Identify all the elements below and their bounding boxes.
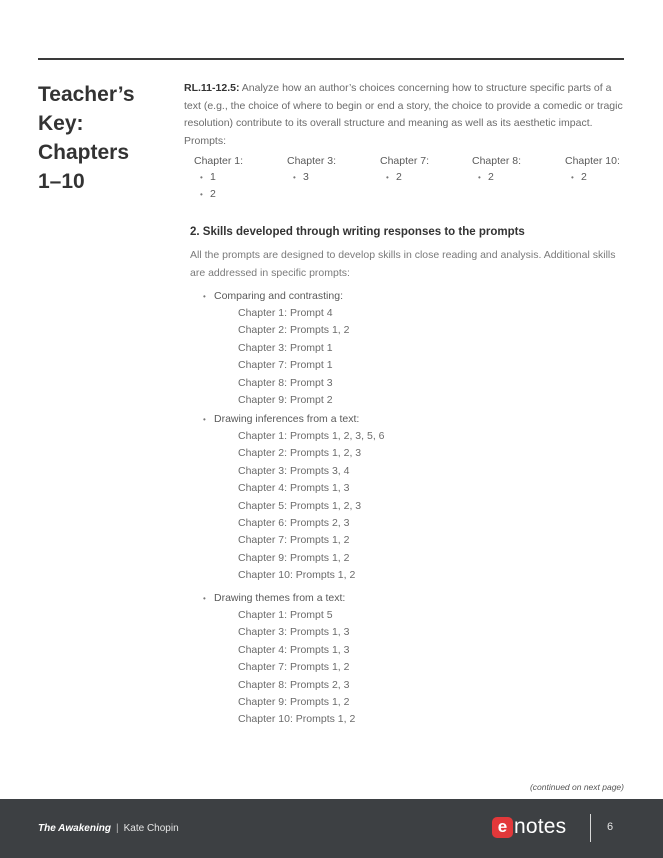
- chapter-column: [194, 153, 243, 203]
- skill-item: Chapter 6: Prompts 2, 3: [238, 517, 350, 530]
- skill-item: Chapter 8: Prompt 3: [238, 376, 333, 389]
- skill-item: Chapter 3: Prompts 1, 3: [238, 626, 350, 639]
- prompt-bullet: • 2: [194, 186, 243, 203]
- chapter-heading: Chapter 3:: [287, 155, 337, 167]
- chapter-column: [380, 153, 429, 186]
- continued-note: (continued on next page): [529, 782, 624, 792]
- skill-title: • Comparing and contrasting:: [190, 288, 620, 305]
- book-author: Kate Chopin: [123, 823, 179, 834]
- skill-title: • Drawing themes from a text:: [190, 590, 620, 607]
- chapter-heading: Chapter 10:: [565, 155, 620, 167]
- footer-divider: [590, 814, 591, 842]
- footer-book-info: [38, 823, 179, 834]
- skill-item: Chapter 9: Prompt 2: [238, 394, 333, 407]
- skill-item: Chapter 4: Prompts 1, 3: [238, 643, 350, 656]
- prompt-bullet: • 3: [287, 169, 336, 186]
- enotes-logo-icon: e: [492, 817, 513, 838]
- chapter-heading: Chapter 8:: [472, 155, 522, 167]
- skill-group: [190, 288, 620, 409]
- footer-separator: |: [115, 823, 119, 834]
- skill-group: [190, 590, 620, 729]
- skill-item: Chapter 3: Prompts 3, 4: [238, 464, 350, 477]
- skill-item: Chapter 4: Prompts 1, 3: [238, 482, 350, 495]
- footer: [0, 799, 663, 858]
- chapter-heading: Chapter 7:: [380, 155, 430, 167]
- page-title-line: 1–10: [38, 170, 85, 193]
- skill-title: • Drawing inferences from a text:: [190, 411, 620, 428]
- skill-item: Chapter 10: Prompts 1, 2: [238, 713, 356, 726]
- skill-item: Chapter 2: Prompts 1, 2, 3: [238, 447, 362, 460]
- section-heading: 2. Skills developed through writing responses to the prompts: [190, 226, 525, 238]
- skill-item: Chapter 7: Prompt 1: [238, 359, 333, 372]
- standard-paragraph: [184, 80, 624, 150]
- chapter-column: [287, 153, 336, 186]
- skill-item: Chapter 1: Prompts 1, 2, 3, 5, 6: [238, 430, 385, 442]
- skill-item: Chapter 1: Prompt 4: [238, 307, 333, 319]
- skill-item: Chapter 8: Prompts 2, 3: [238, 678, 350, 691]
- standard-code: RL.11-12.5:: [184, 82, 240, 94]
- skill-item: Chapter 10: Prompts 1, 2: [238, 569, 356, 582]
- page-title-line: Key:: [38, 112, 84, 135]
- page-title-line: Teacher’s: [38, 83, 135, 106]
- prompt-bullet: • 2: [565, 169, 620, 186]
- skill-item: Chapter 9: Prompts 1, 2: [238, 696, 350, 709]
- prompt-bullet: • 2: [472, 169, 521, 186]
- chapter-heading: Chapter 1:: [194, 155, 244, 167]
- prompt-bullet: • 1: [194, 169, 243, 186]
- chapter-prompt-grid: [194, 153, 634, 203]
- top-rule: [38, 58, 624, 60]
- skill-item: Chapter 5: Prompts 1, 2, 3: [238, 499, 362, 512]
- skill-item: Chapter 2: Prompts 1, 2: [238, 324, 350, 337]
- enotes-logo[interactable]: [492, 816, 566, 838]
- section-intro: All the prompts are designed to develop skills in close reading and analysis. Additional skills are addressed in specific prompts:: [190, 249, 616, 279]
- book-title: The Awakening: [38, 823, 111, 834]
- enotes-logo-text: notes: [514, 815, 567, 838]
- main-content: [184, 80, 624, 726]
- page-number: 6: [607, 821, 614, 833]
- standard-text: Analyze how an author’s choices concerning how to structure specific parts of a text (e.g., the choice of where to begin or end a story, the choice to provide a comedic or tragic resolution) contribute to its overall structure and meaning as well as its aesthetic impact. Prompts:: [184, 82, 623, 147]
- skill-item: Chapter 7: Prompts 1, 2: [238, 534, 350, 547]
- chapter-column: [565, 153, 620, 186]
- chapter-column: [472, 153, 521, 186]
- skill-item: Chapter 7: Prompts 1, 2: [238, 661, 350, 674]
- page-title: [38, 80, 158, 196]
- page-title-line: Chapters: [38, 141, 130, 164]
- prompt-bullet: • 2: [380, 169, 429, 186]
- skill-item: Chapter 1: Prompt 5: [238, 609, 333, 621]
- skill-item: Chapter 3: Prompt 1: [238, 341, 333, 354]
- skill-item: Chapter 9: Prompts 1, 2: [238, 551, 350, 564]
- skill-group: [190, 411, 620, 585]
